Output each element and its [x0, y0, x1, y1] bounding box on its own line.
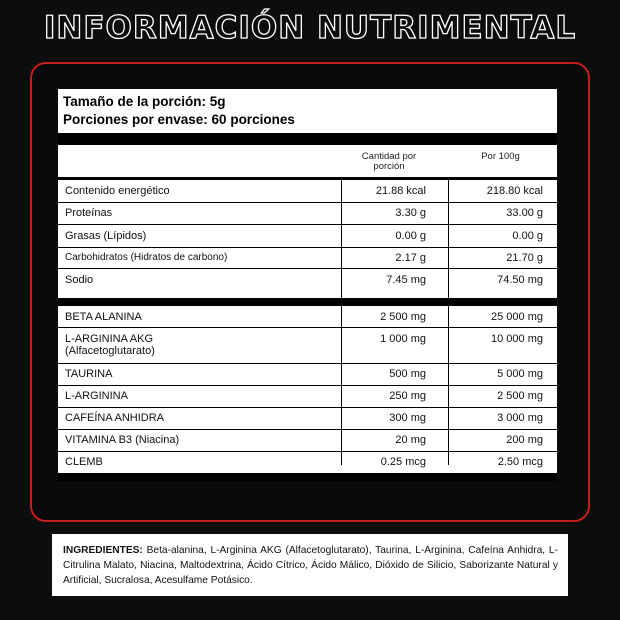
- ingredient-name: BETA ALANINA: [65, 311, 142, 323]
- value-per-serving: 2.17 g: [395, 252, 426, 264]
- top-divider-bar: [58, 133, 557, 145]
- nutrient-name: Contenido energético: [65, 185, 170, 197]
- ingredients-label: INGREDIENTES:: [63, 545, 143, 556]
- value-per-100g: 5 000 mg: [497, 368, 543, 380]
- ingredient-name: VITAMINA B3 (Niacina): [65, 434, 180, 446]
- column-header-per-serving: Cantidad por porción: [361, 151, 417, 172]
- value-per-serving: 2 500 mg: [380, 311, 426, 323]
- value-per-100g: 218.80 kcal: [486, 185, 543, 197]
- nutrition-facts-panel: [58, 89, 557, 481]
- serving-size: Tamaño de la porción: 5g: [63, 94, 226, 109]
- ingredient-name-main: L-ARGININA AKG: [65, 333, 154, 345]
- section-divider-bar: [58, 298, 557, 306]
- value-per-100g: 2 500 mg: [497, 390, 543, 402]
- page-title: INFORMACIÓN NUTRIMENTAL: [43, 10, 577, 46]
- ingredient-name: L-ARGININA: [65, 390, 128, 402]
- nutrient-name: Grasas (Lípidos): [65, 230, 147, 242]
- nutrient-name: Sodio: [65, 274, 94, 286]
- value-per-serving: 1 000 mg: [380, 333, 426, 345]
- value-per-100g: 33.00 g: [506, 207, 543, 219]
- row-divider: [58, 451, 557, 452]
- row-divider: [58, 268, 557, 269]
- row-divider: [58, 224, 557, 225]
- nutrient-name: Carbohidratos (Hidratos de carbono): [65, 252, 228, 263]
- header-divider: [58, 177, 557, 180]
- row-divider: [58, 385, 557, 386]
- value-per-serving: 300 mg: [389, 412, 426, 424]
- value-per-100g: 74.50 mg: [497, 274, 543, 286]
- ingredient-name: TAURINA: [65, 368, 113, 380]
- row-divider: [58, 247, 557, 248]
- ingredient-name-sub: (Alfacetoglutarato): [65, 345, 155, 357]
- servings-per-container: Porciones por envase: 60 porciones: [63, 112, 295, 127]
- ingredient-name: CLEMB: [65, 456, 103, 468]
- value-per-100g: 25 000 mg: [491, 311, 543, 323]
- row-divider: [58, 407, 557, 408]
- row-divider: [58, 429, 557, 430]
- value-per-serving: 7.45 mg: [386, 274, 426, 286]
- value-per-serving: 21.88 kcal: [375, 185, 426, 197]
- column-divider: [448, 180, 449, 298]
- value-per-100g: 3 000 mg: [497, 412, 543, 424]
- value-per-serving: 500 mg: [389, 368, 426, 380]
- value-per-serving: 0.25 mcg: [380, 456, 426, 468]
- row-divider: [58, 202, 557, 203]
- ingredients-panel: [52, 534, 568, 596]
- nutrient-name: Proteínas: [65, 207, 113, 219]
- row-divider: [58, 363, 557, 364]
- value-per-100g: 2.50 mcg: [497, 456, 543, 468]
- ingredient-name: [65, 333, 155, 357]
- ingredients-text: Beta-alanina, L-Arginina AKG (Alfacetoglutarato), Taurina, L-Arginina, Cafeína Anhidra, L-Citrulina Malato, Niacina, Maltodextrina, Ácido Cítrico, Ácido Málico, Dióxido de Silicio, Saborizante Natural y Artificial, Sucralosa, Acesulfame Potásico.: [63, 545, 558, 586]
- value-per-100g: 21.70 g: [506, 252, 543, 264]
- bottom-divider-bar: [58, 473, 557, 481]
- value-per-100g: 200 mg: [506, 434, 543, 446]
- serving-info: [63, 93, 295, 129]
- value-per-100g: 10 000 mg: [491, 333, 543, 345]
- value-per-serving: 250 mg: [389, 390, 426, 402]
- value-per-serving: 3.30 g: [395, 207, 426, 219]
- row-divider: [58, 327, 557, 328]
- value-per-100g: 0.00 g: [512, 230, 543, 242]
- column-header-per-100g: Por 100g: [481, 151, 520, 162]
- value-per-serving: 0.00 g: [395, 230, 426, 242]
- value-per-serving: 20 mg: [395, 434, 426, 446]
- column-divider: [341, 180, 342, 298]
- ingredient-name: CAFEÍNA ANHIDRA: [65, 412, 165, 424]
